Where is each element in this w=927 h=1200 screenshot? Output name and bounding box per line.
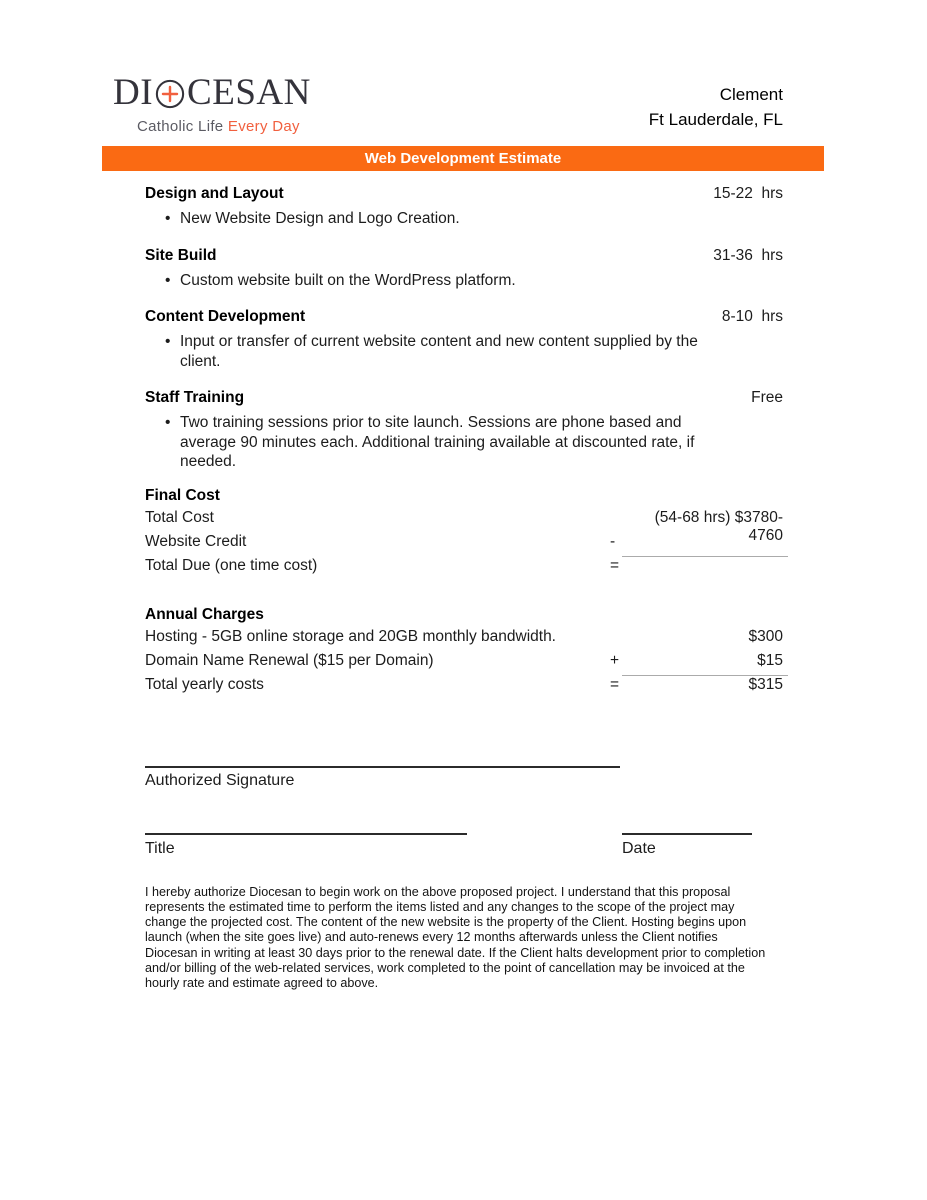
tagline-main: Catholic Life <box>137 118 228 135</box>
annual-charges-title: Annual Charges <box>145 605 264 623</box>
cost-row-total-yearly <box>145 676 783 700</box>
section-design-and-layout <box>145 185 783 229</box>
cost-operator: - <box>610 532 616 550</box>
logo-word-start: DI <box>113 72 154 113</box>
cost-row-total-due <box>145 557 783 581</box>
cost-operator: = <box>610 556 620 574</box>
section-heading <box>145 389 783 406</box>
bullet-text: Custom website built on the WordPress platform. <box>180 271 516 289</box>
section-hours: 8-10 hrs <box>721 308 783 325</box>
section-hours: 31-36 hrs <box>713 246 783 264</box>
annual-charges-rows <box>145 628 783 700</box>
bullet-text: New Website Design and Logo Creation. <box>180 210 460 227</box>
final-cost-title: Final Cost <box>145 486 220 504</box>
cost-operator: + <box>610 651 620 669</box>
cost-value: $300 <box>748 627 783 645</box>
title-banner <box>102 146 824 171</box>
cross-in-circle-icon <box>155 79 185 109</box>
cost-value: (54-68 hrs) $3780-4760 <box>654 508 783 544</box>
bullet-text: Two training sessions prior to site launch. Sessions are phone based and average 90 minutes each. Additional training available at discounted rate, if needed. <box>180 414 695 470</box>
cost-blank-field <box>622 533 788 557</box>
bullet-item <box>165 413 783 472</box>
cost-row-domain-renewal <box>145 652 783 676</box>
cost-label: Website Credit <box>145 532 247 550</box>
legal-text: I hereby authorize Diocesan to begin work on the above proposed project. I understand that this proposal represents the estimated time to perform the items listed and any changes to the scope of the project may change the projected cost. The content of the new website is the property of the Client. Hosting begins upon launch (when the site goes live) and auto-renews every 12 months afterwards unless the Client notifies Diocesan in writing at least 30 days prior to the renewal date. If the Client halts development prior to completion and/or billing of the web-related services, work completed to the point of cancellation may be invoiced at the hourly rate and estimate agreed to above. <box>145 884 766 991</box>
annual-charges-block <box>145 606 783 700</box>
brand-logo <box>113 74 311 135</box>
date-field <box>622 833 752 858</box>
authorized-signature-line <box>145 766 620 768</box>
section-hours: Free <box>751 389 783 406</box>
date-line <box>622 833 752 835</box>
section-hours: 15-22 hrs <box>713 185 783 202</box>
logo-word-end: CESAN <box>187 72 311 113</box>
section-content-development <box>145 308 783 371</box>
title-field <box>145 833 467 858</box>
cost-label: Total Due (one time cost) <box>145 556 318 574</box>
client-location: Ft Lauderdale, FL <box>648 110 783 129</box>
client-info <box>649 82 783 132</box>
bullet-text: Input or transfer of current website content and new content supplied by the client. <box>180 333 698 370</box>
cost-label: Hosting - 5GB online storage and 20GB monthly bandwidth. <box>145 627 556 645</box>
cost-value: $315 <box>748 675 783 693</box>
section-title: Design and Layout <box>145 185 284 202</box>
final-cost-rows <box>145 509 783 581</box>
section-staff-training <box>145 389 783 472</box>
section-title: Site Build <box>145 246 217 264</box>
bullet-item <box>165 209 783 229</box>
cost-row-hosting <box>145 628 783 652</box>
section-site-build <box>145 247 783 291</box>
bullet-item <box>165 271 783 291</box>
banner-title: Web Development Estimate <box>364 150 562 167</box>
estimate-body <box>145 178 783 992</box>
date-label: Date <box>622 839 656 857</box>
cost-label: Total yearly costs <box>145 675 264 693</box>
final-cost-block <box>145 487 783 581</box>
cost-value: $15 <box>622 652 788 676</box>
section-title: Content Development <box>145 308 306 325</box>
section-title: Staff Training <box>145 389 245 406</box>
bullet-dot: • <box>165 271 171 289</box>
logo-tagline <box>137 118 311 135</box>
title-line <box>145 833 467 835</box>
section-heading <box>145 185 783 202</box>
section-heading <box>145 247 783 264</box>
bullet-item <box>165 332 783 371</box>
client-name: Clement <box>719 85 783 104</box>
section-heading <box>145 308 783 325</box>
bullet-dot: • <box>165 414 171 431</box>
cost-operator: = <box>610 675 620 693</box>
title-label: Title <box>145 839 175 857</box>
title-date-row <box>145 833 783 858</box>
cost-label: Domain Name Renewal ($15 per Domain) <box>145 651 434 669</box>
cost-row-website-credit <box>145 533 783 557</box>
tagline-accent: Every Day <box>227 118 300 135</box>
cost-label: Total Cost <box>145 508 214 526</box>
authorized-signature-label: Authorized Signature <box>145 771 295 789</box>
bullet-dot: • <box>165 210 171 227</box>
bullet-dot: • <box>165 333 171 350</box>
logo-wordmark <box>113 74 311 111</box>
